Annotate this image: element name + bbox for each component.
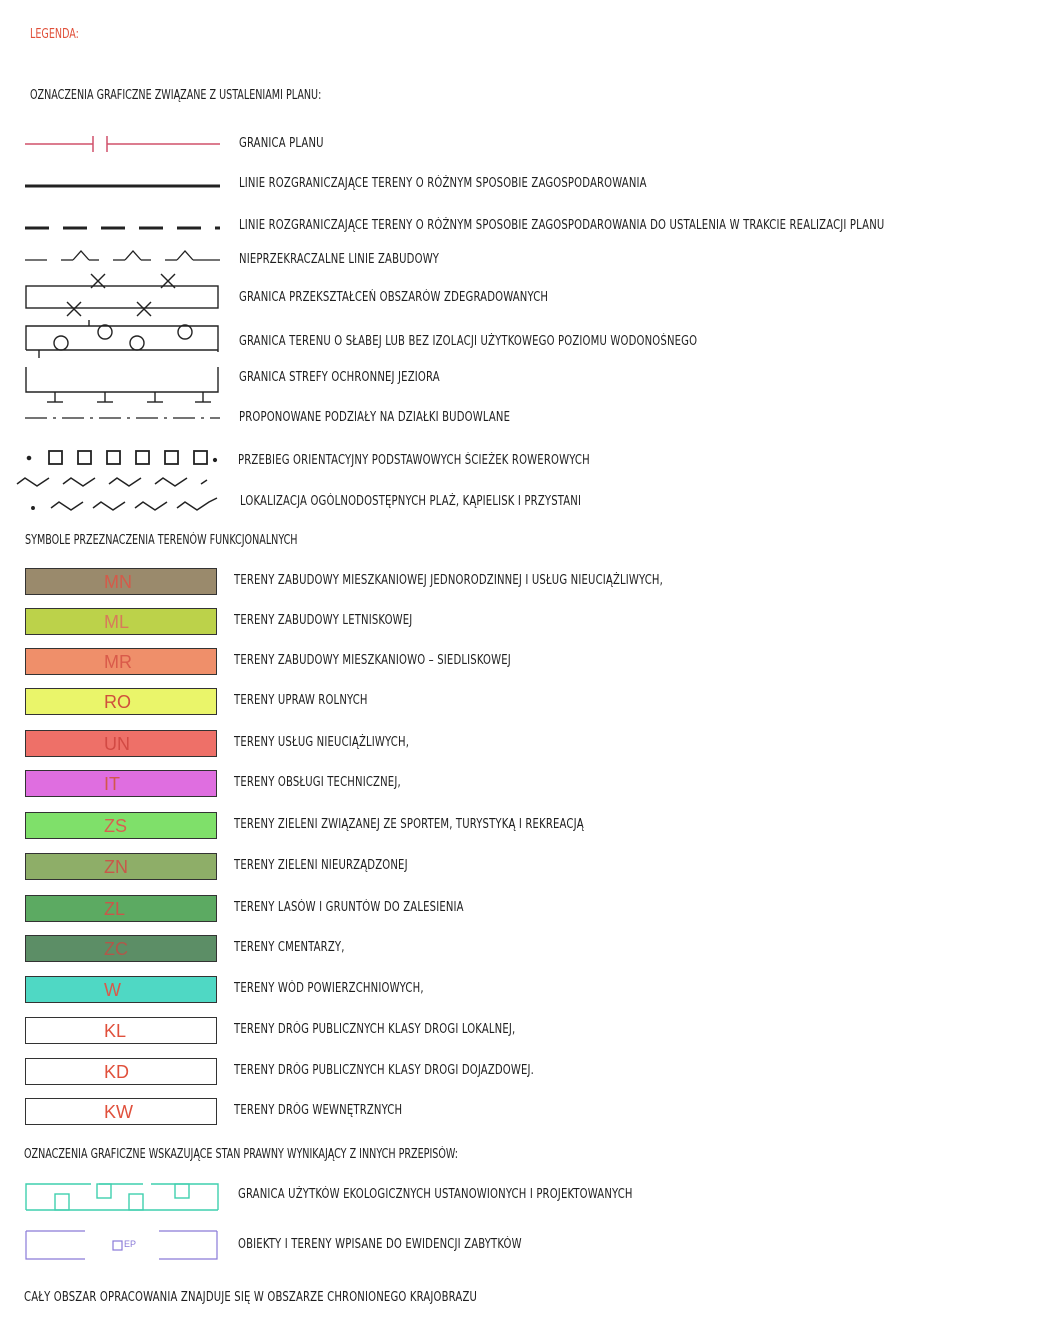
line-item-label: GRANICA PRZEKSZTAŁCEŃ OBSZARÓW ZDEGRADOWANYCH xyxy=(239,290,549,305)
building-line-symbol xyxy=(25,246,225,266)
zone-code: MN xyxy=(104,572,132,592)
zone-swatch-ml xyxy=(25,608,217,635)
zone-label: TERENY ZABUDOWY MIESZKANIOWO – SIEDLISKOWEJ xyxy=(234,653,511,668)
line-item-label: GRANICA STREFY OCHRONNEJ JEZIORA xyxy=(239,370,440,385)
zone-swatch-zc xyxy=(25,935,217,962)
zone-label: TERENY ZABUDOWY MIESZKANIOWEJ JEDNORODZINNEJ I USŁUG NIEUCIĄŻLIWYCH, xyxy=(234,573,664,588)
degraded-area-boundary-symbol xyxy=(25,270,225,324)
zone-label: TERENY CMENTARZY, xyxy=(234,940,345,955)
zone-swatch-kw xyxy=(25,1098,217,1125)
dashed-line-symbol xyxy=(25,218,225,238)
zone-swatch-zl xyxy=(25,895,217,922)
zone-label: TERENY USŁUG NIEUCIĄŻLIWYCH, xyxy=(234,735,410,750)
zone-code: ZS xyxy=(104,816,128,836)
zone-code: KD xyxy=(104,1062,130,1082)
zone-label: TERENY DRÓG PUBLICZNYCH KLASY DROGI LOKALNEJ, xyxy=(234,1022,516,1037)
aquifer-boundary-symbol xyxy=(25,322,225,362)
zone-swatch-zn xyxy=(25,853,217,880)
zone-code: RO xyxy=(104,692,131,712)
zone-label: TERENY WÓD POWIERZCHNIOWYCH, xyxy=(234,981,424,996)
ecological-boundary-symbol xyxy=(25,1180,225,1214)
zone-label: TERENY OBSŁUGI TECHNICZNEJ, xyxy=(234,775,401,790)
zone-swatch-mr xyxy=(25,648,217,675)
section-heading-legal: OZNACZENIA GRAFICZNE WSKAZUJĄCE STAN PRAWNY WYNIKAJĄCY Z INNYCH PRZEPISÓW: xyxy=(24,1147,458,1162)
zone-swatch-ro xyxy=(25,688,217,715)
plan-boundary-line-symbol xyxy=(25,134,225,154)
section-heading-symbols: SYMBOLE PRZEZNACZENIA TERENÓW FUNKCJONALNYCH xyxy=(25,533,298,548)
zone-label: TERENY UPRAW ROLNYCH xyxy=(234,693,368,708)
zone-code: UN xyxy=(104,734,130,754)
zone-label: TERENY DRÓG WEWNĘTRZNYCH xyxy=(234,1103,403,1118)
legal-item-label: GRANICA UŻYTKÓW EKOLOGICZNYCH USTANOWIONYCH I PROJEKTOWANYCH xyxy=(238,1187,633,1202)
zone-label: TERENY LASÓW I GRUNTÓW DO ZALESIENIA xyxy=(234,900,464,915)
solid-line-symbol xyxy=(25,176,225,196)
zone-code: IT xyxy=(104,774,120,794)
zone-label: TERENY ZIELENI ZWIĄZANEJ ZE SPORTEM, TURYSTYKĄ I REKREACJĄ xyxy=(234,817,584,832)
line-item-label: PRZEBIEG ORIENTACYJNY PODSTAWOWYCH ŚCIEŻEK ROWEROWYCH xyxy=(238,453,590,468)
zone-code: ZC xyxy=(104,939,128,959)
beach-wave-line-symbol xyxy=(15,472,230,516)
line-item-label: LOKALIZACJA OGÓLNODOSTĘPNYCH PLAŻ, KĄPIELISK I PRZYSTANI xyxy=(240,494,582,509)
legal-item-label: OBIEKTY I TERENY WPISANE DO EWIDENCJI ZABYTKÓW xyxy=(238,1237,522,1252)
plot-division-line-symbol xyxy=(25,408,225,428)
zone-code: ZL xyxy=(104,899,126,919)
line-item-label: LINIE ROZGRANICZAJĄCE TERENY O RÓŻNYM SPOSOBIE ZAGOSPODAROWANIA DO USTALENIA W TRAKCIE REALIZACJI PLANU xyxy=(239,218,885,233)
zone-swatch-it xyxy=(25,770,217,797)
zone-swatch-kl xyxy=(25,1017,217,1044)
zone-code: ZN xyxy=(104,857,128,877)
line-item-label: GRANICA TERENU O SŁABEJ LUB BEZ IZOLACJI UŻYTKOWEGO POZIOMU WODONOŚNEGO xyxy=(239,334,698,349)
zone-label: TERENY ZABUDOWY LETNISKOWEJ xyxy=(234,613,413,628)
zone-code: KL xyxy=(104,1021,127,1041)
line-item-label: LINIE ROZGRANICZAJĄCE TERENY O RÓŻNYM SPOSOBIE ZAGOSPODAROWANIA xyxy=(239,176,647,191)
line-item-label: PROPONOWANE PODZIAŁY NA DZIAŁKI BUDOWLANE xyxy=(239,410,511,425)
zone-code: KW xyxy=(104,1102,133,1122)
monument-mark: EP xyxy=(124,1239,137,1249)
zone-label: TERENY ZIELENI NIEURZĄDZONEJ xyxy=(234,858,408,873)
zone-swatch-kd xyxy=(25,1058,217,1085)
zone-swatch-mn xyxy=(25,568,217,595)
section-heading-plan: OZNACZENIA GRAFICZNE ZWIĄZANE Z USTALENIAMI PLANU: xyxy=(30,88,322,103)
footer-note: CAŁY OBSZAR OPRACOWANIA ZNAJDUJE SIĘ W OBSZARZE CHRONIONEGO KRAJOBRAZU xyxy=(24,1290,478,1305)
zone-swatch-un xyxy=(25,730,217,757)
legend-title: LEGENDA: xyxy=(30,27,79,42)
lake-protection-boundary-symbol xyxy=(25,364,225,408)
zone-code: W xyxy=(104,980,121,1000)
zone-label: TERENY DRÓG PUBLICZNYCH KLASY DROGI DOJAZDOWEJ. xyxy=(234,1063,535,1078)
bike-path-line-symbol xyxy=(25,446,225,468)
zone-swatch-zs xyxy=(25,812,217,839)
zone-code: MR xyxy=(104,652,132,672)
zone-swatch-w xyxy=(25,976,217,1003)
zone-code: ML xyxy=(104,612,130,632)
line-item-label: GRANICA PLANU xyxy=(239,136,324,151)
line-item-label: NIEPRZEKRACZALNE LINIE ZABUDOWY xyxy=(239,252,440,267)
